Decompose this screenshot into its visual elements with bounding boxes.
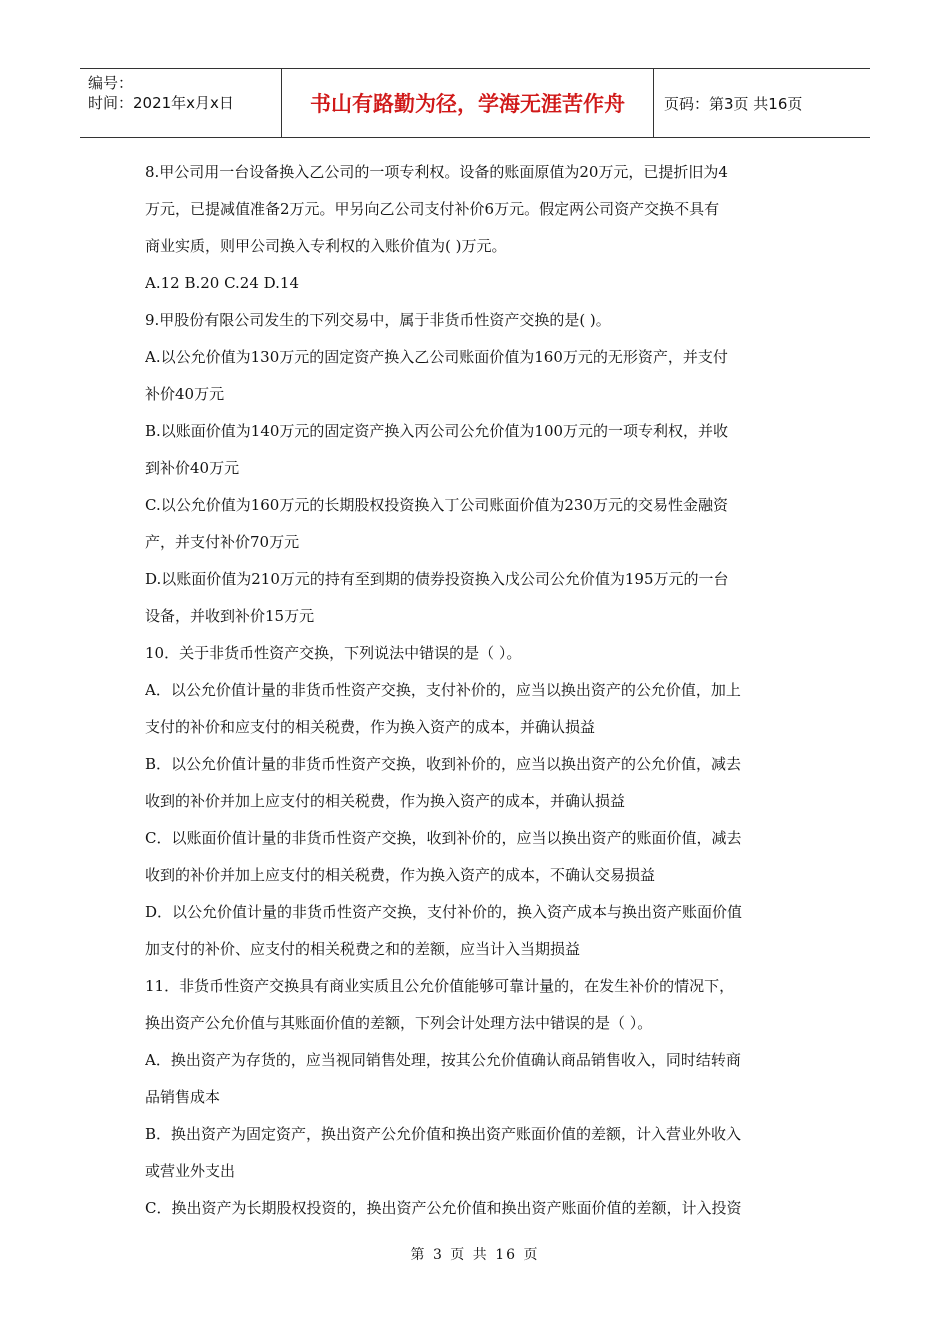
text-line: 加支付的补价、应支付的相关税费之和的差额，应当计入当期损益 — [145, 940, 581, 958]
text-line: 支付的补价和应支付的相关税费，作为换入资产的成本，并确认损益 — [145, 718, 596, 736]
header-meta — [80, 69, 282, 137]
text-line: A．以公允价值计量的非货币性资产交换，支付补价的，应当以换出资产的公允价值，加上 — [145, 681, 741, 699]
header-motto: 书山有路勤为径，学海无涯苦作舟 — [282, 69, 654, 137]
text-line: 或营业外支出 — [145, 1162, 236, 1180]
text-line: 补价40万元 — [145, 385, 225, 403]
text-line: B．以公允价值计量的非货币性资产交换，收到补价的，应当以换出资产的公允价值，减去 — [145, 755, 742, 773]
text-line: B.以账面价值为140万元的固定资产换入丙公司公允价值为100万元的一项专利权，并收 — [145, 422, 729, 440]
header-page-info: 页码：第3页 共16页 — [664, 94, 803, 113]
text-line: 11．非货币性资产交换具有商业实质且公允价值能够可靠计量的，在发生补价的情况下， — [145, 977, 735, 995]
text-line: A．换出资产为存货的，应当视同销售处理，按其公允价值确认商品销售收入，同时结转商 — [145, 1051, 741, 1069]
text-line: C．换出资产为长期股权投资的，换出资产公允价值和换出资产账面价值的差额，计入投资 — [145, 1199, 742, 1217]
text-line: 商业实质，则甲公司换入专利权的入账价值为( )万元。 — [145, 237, 507, 255]
page-header — [80, 68, 870, 138]
text-line: A.12 B.20 C.24 D.14 — [145, 274, 300, 292]
text-line: 换出资产公允价值与其账面价值的差额，下列会计处理方法中错误的是（ ）。 — [145, 1014, 653, 1032]
text-line: D.以账面价值为210万元的持有至到期的债券投资换入戊公司公允价值为195万元的一台 — [145, 570, 729, 588]
text-line: 8.甲公司用一台设备换入乙公司的一项专利权。设备的账面原值为20万元，已提折旧为4 — [145, 163, 728, 181]
text-line: A.以公允价值为130万元的固定资产换入乙公司账面价值为160万元的无形资产，并支付 — [145, 348, 728, 366]
text-line: 收到的补价并加上应支付的相关税费，作为换入资产的成本，并确认损益 — [145, 792, 626, 810]
text-line: 品销售成本 — [145, 1088, 221, 1106]
text-line: C.以公允价值为160万元的长期股权投资换入丁公司账面价值为230万元的交易性金融资 — [145, 496, 728, 514]
code-label: 编号： — [88, 74, 134, 92]
text-line: 10．关于非货币性资产交换，下列说法中错误的是（ ）。 — [145, 644, 522, 662]
text-line: 产，并支付补价70万元 — [145, 533, 300, 551]
text-line: C．以账面价值计量的非货币性资产交换，收到补价的，应当以换出资产的账面价值，减去 — [145, 829, 742, 847]
text-line: 收到的补价并加上应支付的相关税费，作为换入资产的成本，不确认交易损益 — [145, 866, 656, 884]
text-line: 到补价40万元 — [145, 459, 240, 477]
text-line: 设备，并收到补价15万元 — [145, 607, 315, 625]
text-line: D．以公允价值计量的非货币性资产交换，支付补价的，换入资产成本与换出资产账面价值 — [145, 903, 743, 921]
document-body — [145, 154, 810, 1227]
text-line: 万元，已提减值准备2万元。甲另向乙公司支付补价6万元。假定两公司资产交换不具有 — [145, 200, 720, 218]
text-line: B．换出资产为固定资产，换出资产公允价值和换出资产账面价值的差额，计入营业外收入 — [145, 1125, 742, 1143]
page-footer: 第 3 页 共 16 页 — [410, 1247, 540, 1263]
text-line: 9.甲股份有限公司发生的下列交易中，属于非货币性资产交换的是( )。 — [145, 311, 611, 329]
time-label: 时间：2021年x月x日 — [88, 94, 234, 112]
